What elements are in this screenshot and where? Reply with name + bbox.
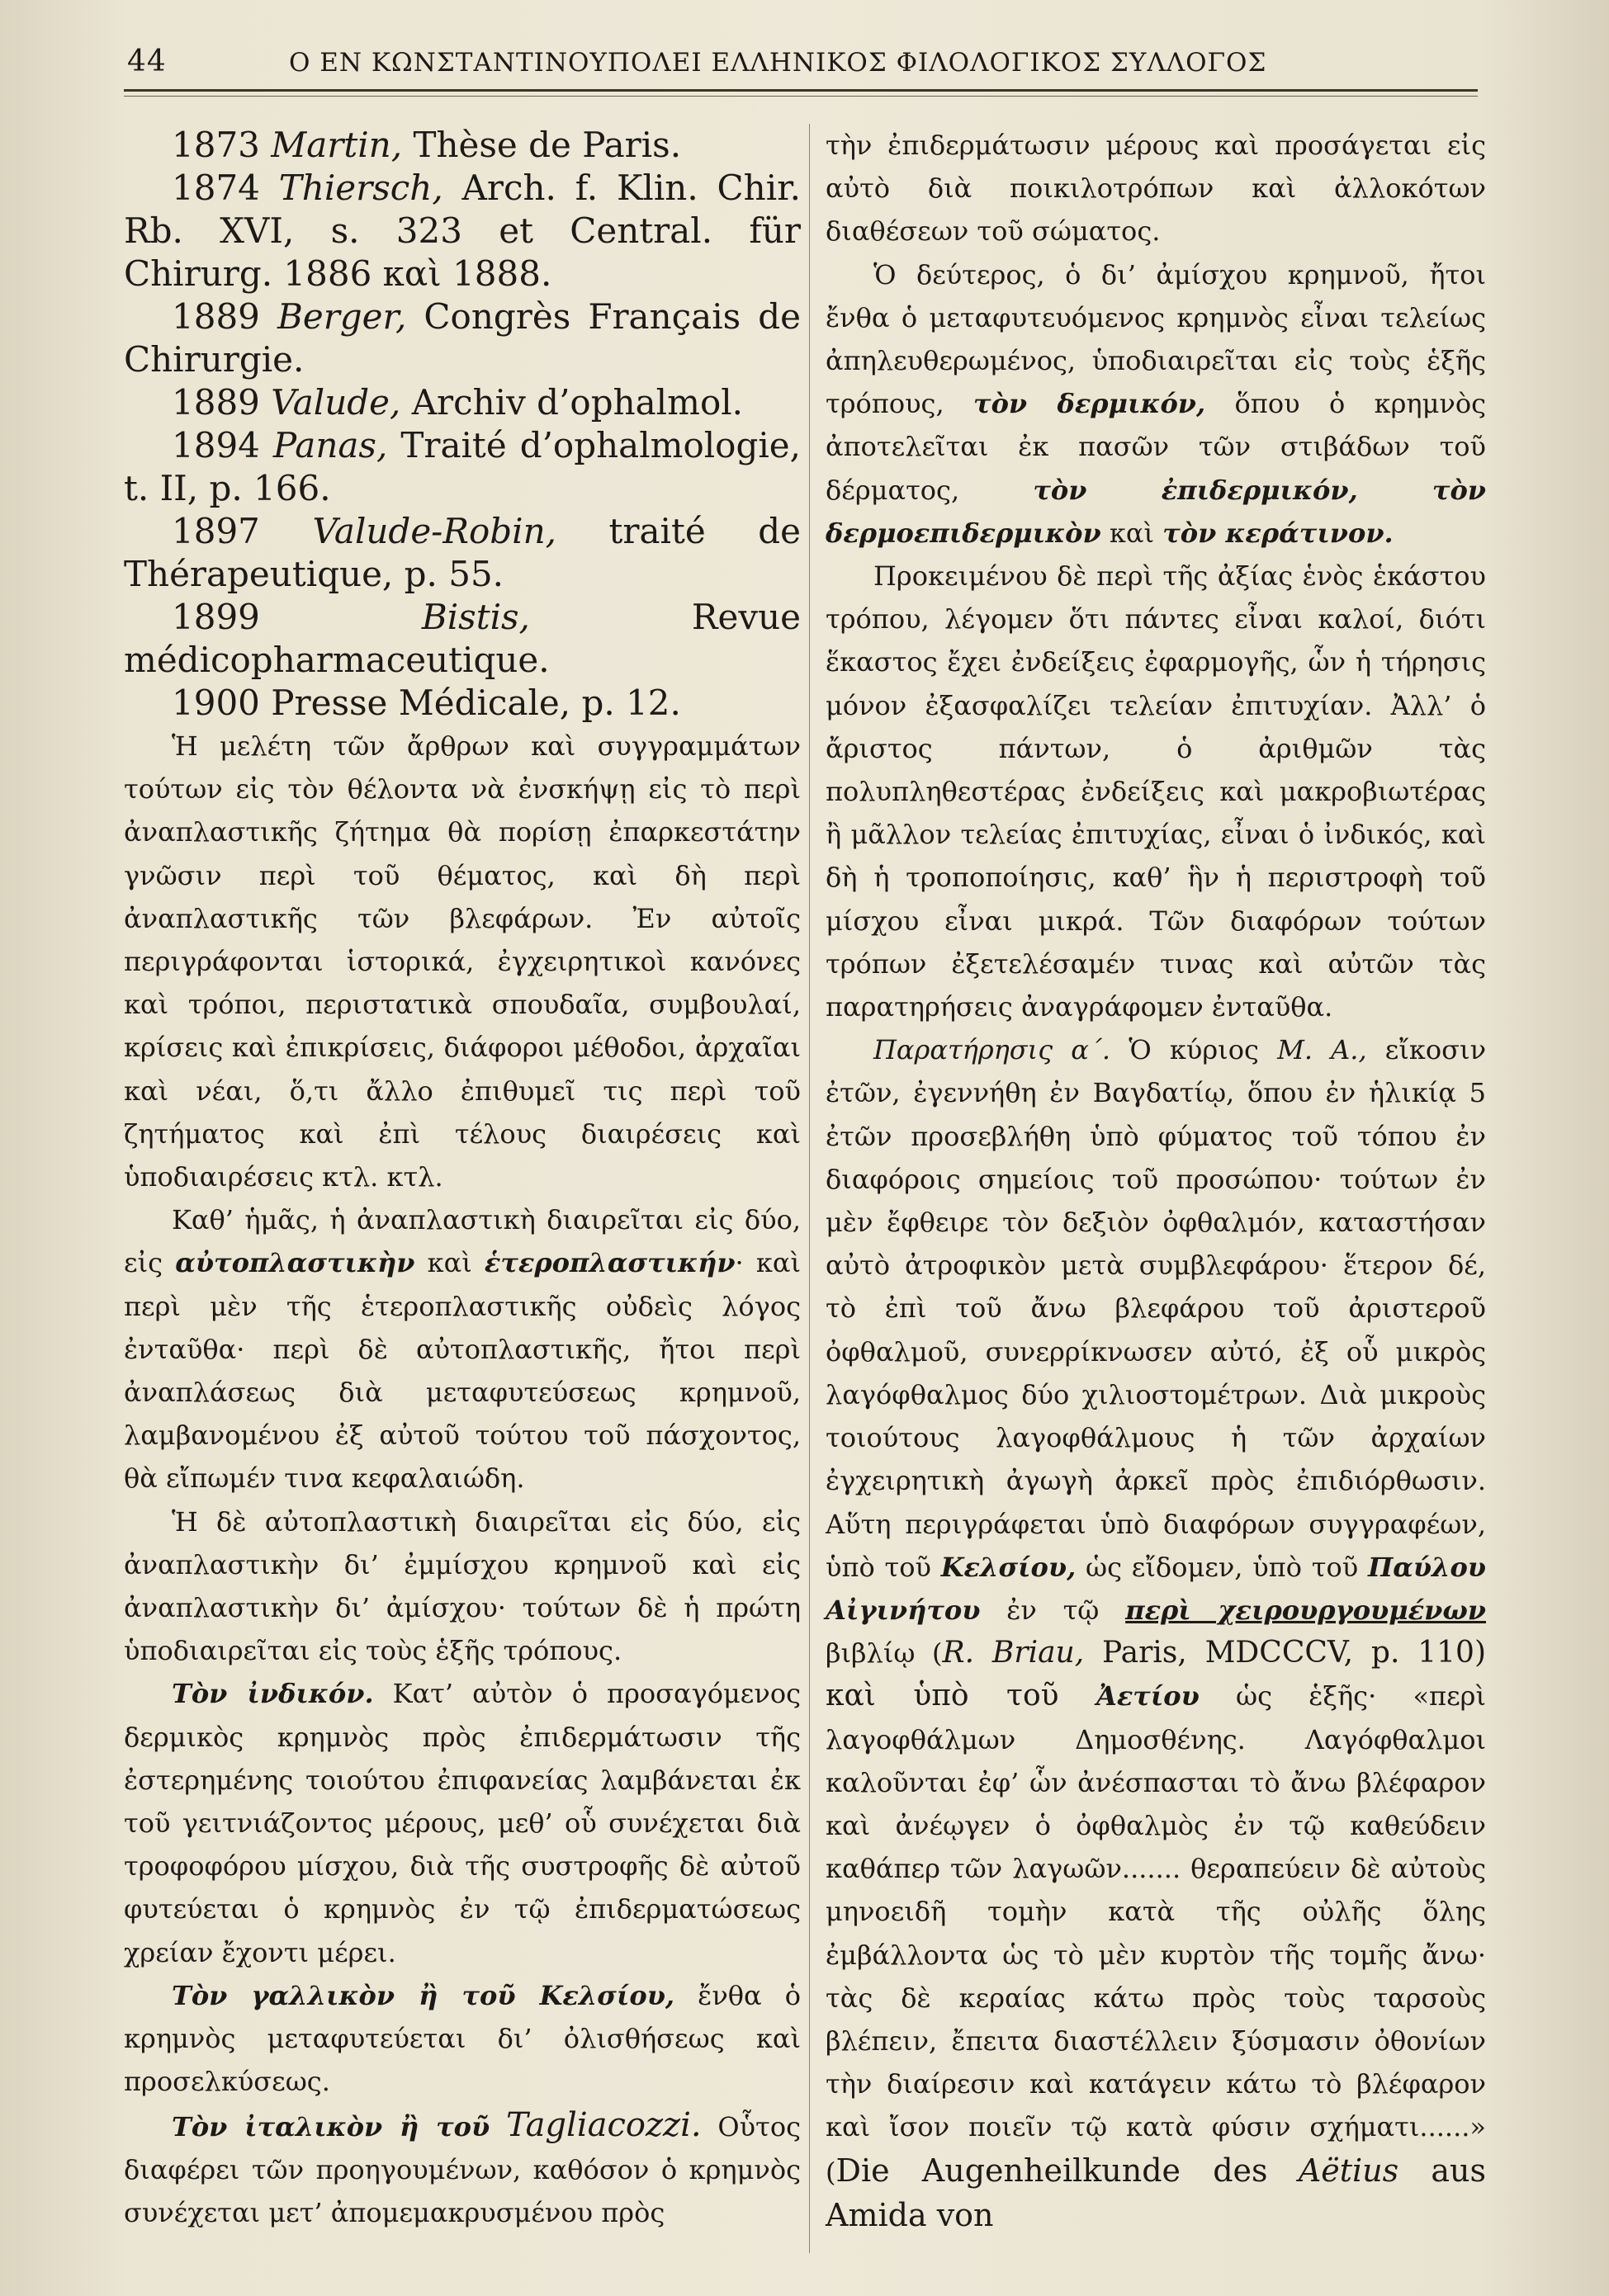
paragraph: Παρατήρησις α΄. Ὁ κύριος Μ. Α., εἴκοσιν ἐτῶν, ἐγεννήθη ἐν Βαγδατίῳ, ὅπου ἐν ἡλικίᾳ 5 ἐτῶν προσεβλήθη ὑπὸ φύματος τοῦ τόπου ἐν διαφόροις σημείοις τοῦ προσώπου· τούτων ἐν μὲν ἔφθειρε τὸν δεξιὸν ὀφθαλμόν, καταστήσαν αὐτὸ ἀτροφικὸν μετὰ συμβλεφάρου· ἕτερον δέ, τὸ ἐπὶ τοῦ ἄνω βλεφάρου τοῦ ἀριστεροῦ ὀφθαλμοῦ, συνερρίκνωσεν αὐτό, ἐξ οὗ μικρὸς λαγόφθαλμος δύο χιλιοστομέτρων. Διὰ μικροὺς τοιούτους λαγοφθάλμους ἡ τῶν ἀρχαίων ἐγχειρητικὴ ἀγωγὴ ἀρκεῖ πρὸς ἐπιδιόρθωσιν. Αὕτη περιγράφεται ὑπὸ διαφόρων συγγραφέων, ὑπὸ τοῦ Κελσίου, ὡς εἴδομεν, ὑπὸ τοῦ Παύλου Αἰγινήτου ἐν τῷ περὶ χειρουργουμένων βιβλίῳ (R. Briau, Paris, MDCCCV, p. 110) καὶ ὑπὸ τοῦ Ἀετίου ὡς ἑξῆς· «περὶ λαγοφθάλμων Δημοσθένης. Λαγόφθαλμοι καλοῦνται ἐφ’ ὧν ἀνέσπασται τὸ ἄνω βλέφαρον καὶ ἀνέῳγεν ὁ ὀφθαλμὸς ἐν τῷ καθεύδειν καθάπερ τῶν λαγωῶν....... θεραπεύειν δὲ αὐτοὺς μηνοειδῆ τομὴν κατὰ τῆς οὐλῆς ὅλης ἐμβάλλοντα ὡς τὸ μὲν κυρτὸν τῆς τομῆς ἄνω· τὰς δὲ κεραίας κάτω πρὸς τοὺς ταρσοὺς βλέπειν, ἔπειτα διαστέλλειν ξύσμασιν ὀθονίων τὴν διαίρεσιν καὶ κατάγειν κάτω τὸ βλέφαρον καὶ ἴσον ποιεῖν τῷ κατὰ φύσιν σχήματι......» (Die Augenheilkunde des Aëtius aus Amida von: [826, 1034, 1487, 2233]
paragraph: Καθ’ ἡμᾶς, ἡ ἀναπλαστικὴ διαιρεῖται εἰς δύο, εἰς αὐτοπλαστικὴν καὶ ἑτεροπλαστικήν· καὶ περὶ μὲν τῆς ἑτεροπλαστικῆς οὐδεὶς λόγος ἐνταῦθα· περὶ δὲ αὐτοπλαστικῆς, ἤτοι περὶ ἀναπλάσεως διὰ μεταφυτεύσεως κρημνοῦ, λαμβανομένου ἐξ αὐτοῦ τούτου τοῦ πάσχοντος, θὰ εἴπωμέν τινα κεφαλαιώδη.: [124, 1204, 802, 1495]
running-title: Ο ΕΝ ΚΩΝΣΤΑΝΤΙΝΟΥΠΟΛΕΙ ΕΛΛΗΝΙΚΟΣ ΦΙΛΟΛΟΓΙΚΟΣ ΣΥΛΛΟΓΟΣ: [289, 48, 1267, 78]
subheading: Τὸν ἰνδικόν.: [172, 1678, 374, 1710]
paragraph: Προκειμένου δὲ περὶ τῆς ἀξίας ἑνὸς ἑκάστου τρόπου, λέγομεν ὅτι πάντες εἶναι καλοί, διότι ἕκαστος ἔχει ἐνδείξεις ἐφαρμογῆς, ὧν ἡ τήρησις μόνον ἐξασφαλίζει τελείαν ἐπιτυχίαν. Ἀλλ’ ὁ ἄριστος πάντων, ὁ ἀριθμῶν τὰς πολυπληθεστέρας ἐνδείξεις καὶ μακροβιωτέρας ἢ μᾶλλον τελείας ἐπιτυχίας, εἶναι ὁ ἰνδικός, καὶ δὴ ἡ τροποποίησις, καθ’ ἣν ἡ περιστροφὴ τοῦ μίσχου εἶναι μικρά. Τῶν διαφόρων τούτων τρόπων ἐξετελέσαμέν τινας καὶ αὐτῶν τὰς παρατηρήσεις ἀναγράφομεν ἐνταῦθα.: [826, 560, 1486, 1023]
subheading: Τὸν ἰταλικὸν ἢ τοῦ: [172, 2110, 490, 2142]
header-rule-thin: [124, 96, 1478, 97]
reference-entry: 1899 Bistis, Revue médicopharmaceutique.: [124, 597, 801, 680]
column-divider: [809, 124, 810, 2253]
reference-list: [124, 124, 801, 725]
paragraph: Τὸν γαλλικὸν ἢ τοῦ Κελσίου, ἔνθα ὁ κρημνὸς μεταφυτεύεται δι’ ὀλισθήσεως καὶ προσελκύσεως.: [124, 1979, 802, 2098]
subheading: Τὸν γαλλικὸν ἢ τοῦ Κελσίου,: [172, 1979, 675, 2011]
reference-entry: 1874 Thiersch, Arch. f. Klin. Chir. Rb. XVI, s. 323 et Central. für Chirurg. 1886 καὶ 1888.: [124, 168, 801, 294]
page-header: [124, 43, 1478, 86]
paragraph: Ἡ μελέτη τῶν ἄρθρων καὶ συγγραμμάτων τούτων εἰς τὸν θέλοντα νὰ ἐνσκήψῃ εἰς τὸ περὶ ἀναπλαστικῆς ζήτημα θὰ πορίσῃ ἐπαρκεστάτην γνῶσιν περὶ τοῦ θέματος, καὶ δὴ περὶ ἀναπλαστικῆς τῶν βλεφάρων. Ἐν αὐτοῖς περιγράφονται ἱστορικά, ἐγχειρητικοὶ κανόνες καὶ τρόποι, περιστατικὰ σπουδαῖα, συμβουλαί, κρίσεις καὶ ἐπικρίσεις, διάφοροι μέθοδοι, ἀρχαῖαι καὶ νέαι, ὅ,τι ἄλλο ἐπιθυμεῖ τις περὶ τοῦ ζητήματος καὶ ἐπὶ τέλους διαιρέσεις καὶ ὑποδιαιρέσεις κτλ. κτλ.: [124, 730, 801, 1193]
paragraph: Ὁ δεύτερος, ὁ δι’ ἀμίσχου κρημνοῦ, ἤτοι ἔνθα ὁ μεταφυτευόμενος κρημνὸς εἶναι τελείως ἀπηλευθερωμένος, ὑποδιαιρεῖται εἰς τοὺς ἑξῆς τρόπους, τὸν δερμικόν, ὅπου ὁ κρημνὸς ἀποτελεῖται ἐκ πασῶν τῶν στιβάδων τοῦ δέρματος, τὸν ἐπιδερμικόν, τὸν δερμοεπιδερμικὸν καὶ τὸν κεράτινον.: [826, 258, 1487, 549]
term: αὐτοπλαστικὴν: [175, 1247, 415, 1279]
reference-entry: 1894 Panas, Traité d’ophalmologie, t. II, p. 166.: [124, 425, 801, 508]
reference-entry: 1889 Berger, Congrès Français de Chirurgie.: [124, 296, 801, 380]
paragraph: Τὸν ἰταλικὸν ἢ τοῦ Tagliacozzi. Οὗτος διαφέρει τῶν προηγουμένων, καθόσον ὁ κρημνὸς συνέχεται μετ’ ἀπομεμακρυσμένου πρὸς: [124, 2105, 802, 2228]
paragraph: Τὸν ἰνδικόν. Κατ’ αὐτὸν ὁ προσαγόμενος δερμικὸς κρημνὸς πρὸς ἐπιδερμάτωσιν τῆς ἐστερημένης τοιούτου ἐπιφανείας λαμβάνεται ἐκ τοῦ γειτνιάζοντος μέρους, μεθ’ οὗ συνέχεται διὰ τροφοφόρου μίσχου, διὰ τῆς συστροφῆς δὲ αὐτοῦ φυτεύεται ὁ κρημνὸς ἐν τῷ ἐπιδερματώσεως χρείαν ἔχοντι μέρει.: [124, 1678, 802, 1968]
paragraph: Ἡ δὲ αὐτοπλαστικὴ διαιρεῖται εἰς δύο, εἰς ἀναπλαστικὴν δι’ ἐμμίσχου κρημνοῦ καὶ εἰς ἀναπλαστικὴν δι’ ἀμίσχου· τούτων δὲ ἡ πρώτη ὑποδιαιρεῖται εἰς τοὺς ἑξῆς τρόπους.: [124, 1505, 801, 1667]
header-rule: [124, 89, 1478, 92]
reference-entry: 1873 Martin, Thèse de Paris.: [172, 125, 682, 165]
left-column: [124, 124, 801, 2234]
term: ἑτεροπλαστικήν: [484, 1247, 736, 1279]
right-column: [826, 124, 1486, 2238]
observation-heading: Παρατήρησις α΄.: [873, 1034, 1111, 1066]
reference-entry: 1889 Valude, Archiv d’ophalmol.: [172, 382, 744, 423]
reference-entry: 1897 Valude-Robin, traité de Thérapeutique, p. 55.: [124, 511, 801, 594]
paragraph: τὴν ἐπιδερμάτωσιν μέρους καὶ προσάγεται εἰς αὐτὸ διὰ ποικιλοτρόπων καὶ ἀλλοκότων διαθέσεων τοῦ σώματος.: [826, 130, 1486, 248]
name: Tagliacozzi.: [506, 2105, 702, 2144]
reference-entry: 1900 Presse Médicale, p. 12.: [172, 683, 681, 723]
page-number: 44: [127, 45, 167, 78]
